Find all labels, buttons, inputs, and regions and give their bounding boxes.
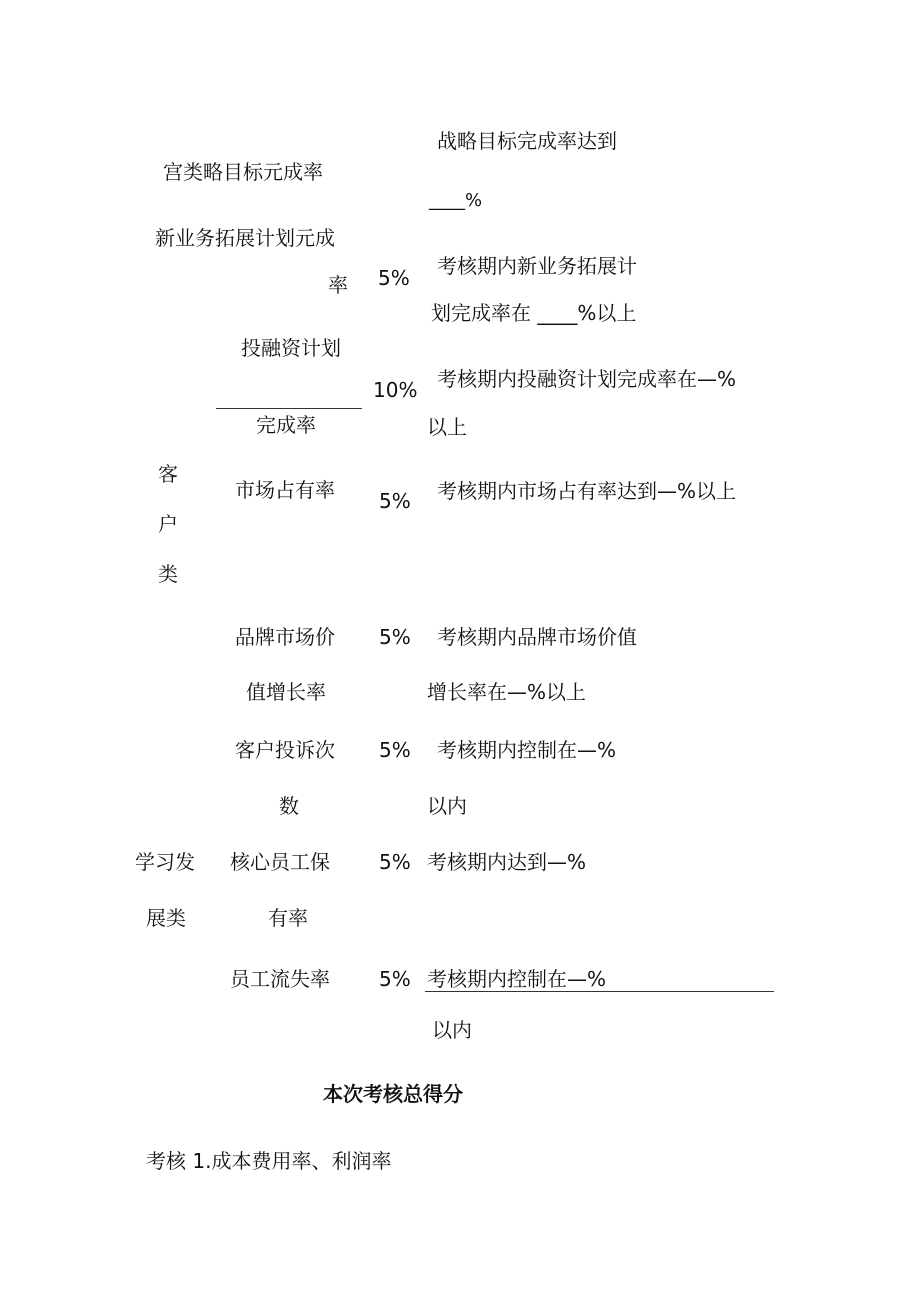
customer-category-char-3: 类 xyxy=(158,562,178,586)
investment-weight: 10% xyxy=(373,378,418,402)
core-retention-weight: 5% xyxy=(379,850,411,874)
core-retention-name-line1: 核心员工保 xyxy=(230,850,330,874)
learning-category-line2: 展类 xyxy=(146,906,186,930)
brand-value-name-line1: 品牌市场价 xyxy=(235,625,335,649)
turnover-desc-divider xyxy=(425,991,774,992)
customer-category-char-1: 客 xyxy=(158,462,178,486)
complaints-desc-line2: 以内 xyxy=(427,794,467,818)
new-business-name-line1: 新业务拓展计划元成 xyxy=(155,226,335,250)
complaints-name-line1: 客户投诉次 xyxy=(235,738,335,762)
brand-value-name-line2: 值增长率 xyxy=(246,680,326,704)
new-business-desc-line2: 划完成率在 ____%以上 xyxy=(431,301,637,325)
complaints-desc-line1: 考核期内控制在—% xyxy=(437,738,617,762)
new-business-name-line2: 率 xyxy=(328,273,348,297)
investment-name-line2: 完成率 xyxy=(256,413,316,437)
new-business-desc-line1: 考核期内新业务拓展计 xyxy=(437,254,637,278)
brand-value-desc-line1: 考核期内品牌市场价值 xyxy=(437,625,637,649)
investment-name-line1: 投融资计划 xyxy=(241,336,341,360)
turnover-name: 员工流失率 xyxy=(230,967,330,991)
turnover-desc-line2: 以内 xyxy=(432,1018,472,1042)
footer-line: 考核 1.成本费用率、利润率 xyxy=(146,1149,392,1173)
complaints-weight: 5% xyxy=(379,738,411,762)
brand-value-weight: 5% xyxy=(379,625,411,649)
investment-desc-line1: 考核期内投融资计划完成率在—% xyxy=(437,367,737,391)
investment-name-divider xyxy=(216,408,362,409)
strategic-desc-line2: ____% xyxy=(429,190,483,211)
market-share-weight: 5% xyxy=(379,489,411,513)
brand-value-desc-line2: 增长率在—%以上 xyxy=(427,680,587,704)
total-score-label: 本次考核总得分 xyxy=(323,1082,463,1106)
investment-desc-line2: 以上 xyxy=(427,415,467,439)
customer-category-char-2: 户 xyxy=(158,512,178,536)
complaints-name-line2: 数 xyxy=(279,794,299,818)
new-business-weight: 5% xyxy=(378,266,410,290)
core-retention-name-line2: 有率 xyxy=(268,906,308,930)
strategic-name: 宫类略目标元成率 xyxy=(163,160,323,184)
market-share-desc: 考核期内市场占有率达到—%以上 xyxy=(437,479,737,503)
core-retention-desc: 考核期内达到—% xyxy=(427,850,587,874)
turnover-desc-line1: 考核期内控制在—% xyxy=(427,967,607,991)
strategic-desc-line1: 战略目标完成率达到 xyxy=(437,129,617,153)
market-share-name: 市场占有率 xyxy=(235,478,335,502)
turnover-weight: 5% xyxy=(379,967,411,991)
learning-category-line1: 学习发 xyxy=(135,850,195,874)
